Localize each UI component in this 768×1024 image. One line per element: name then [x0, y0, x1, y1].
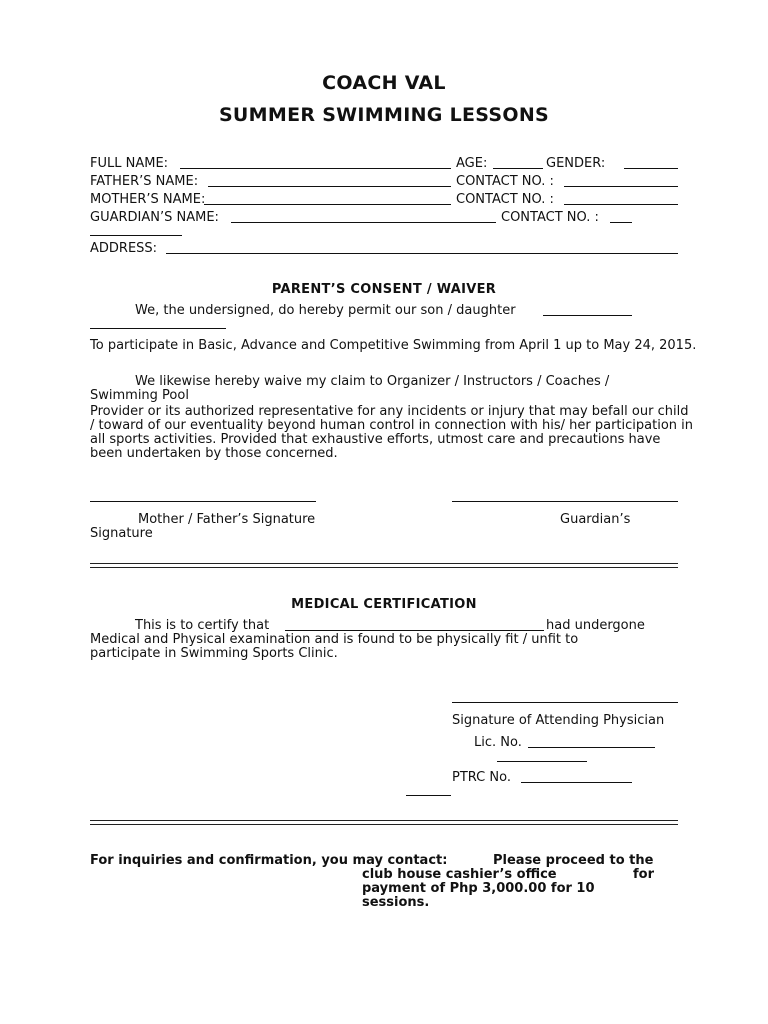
physician-signature-line[interactable]: [452, 702, 678, 703]
gender-label: GENDER:: [546, 156, 606, 171]
certify-text-b: had undergone: [546, 618, 645, 633]
section-divider-2: [90, 820, 678, 825]
certify-text-a: This is to certify that: [135, 618, 270, 633]
sessions-text: sessions.: [362, 895, 430, 910]
guardian-contact-field[interactable]: [610, 222, 632, 223]
gender-field[interactable]: [624, 168, 678, 169]
guardian-contact-label: CONTACT NO. :: [501, 210, 599, 225]
age-label: AGE:: [456, 156, 488, 171]
signature-word: Signature: [90, 526, 153, 541]
for-text: for: [633, 867, 654, 882]
document-subtitle: SUMMER SWIMMING LESSONS: [218, 104, 550, 126]
guardian-name-label: GUARDIAN’S NAME:: [90, 210, 219, 225]
address-label: ADDRESS:: [90, 241, 158, 256]
age-field[interactable]: [493, 168, 543, 169]
medical-heading: MEDICAL CERTIFICATION: [291, 597, 477, 612]
lic-no-label: Lic. No.: [474, 735, 522, 750]
guardian-signature-label: Guardian’s: [560, 512, 631, 527]
guardian-signature-line[interactable]: [452, 501, 678, 502]
father-name-label: FATHER’S NAME:: [90, 174, 199, 189]
address-field[interactable]: [166, 253, 678, 254]
mother-name-field[interactable]: [204, 204, 451, 205]
cashier-text: club house cashier’s office: [362, 867, 557, 882]
full-name-field[interactable]: [180, 168, 451, 169]
provider-text: Provider or its authorized representative for any incidents or injury that may befall our child / toward of our eventuality beyond human control in connection with his/ her participation in all sports activities. Provided that exhaustive efforts, utmost care and precautions have been undertaken by those concerned.: [90, 404, 694, 461]
mother-name-label: MOTHER’S NAME:: [90, 192, 206, 207]
proceed-text: Please proceed to the: [493, 853, 654, 868]
participate-text: To participate in Basic, Advance and Competitive Swimming from April 1 up to May 24, 2015.: [90, 338, 697, 353]
mother-contact-field[interactable]: [564, 204, 678, 205]
ptrc-no-label: PTRC No.: [452, 770, 511, 785]
lic-no-field-cont[interactable]: [497, 761, 587, 762]
ptrc-no-field-cont[interactable]: [406, 795, 451, 796]
payment-text: payment of Php 3,000.00 for 10: [362, 881, 595, 896]
lic-no-field[interactable]: [528, 747, 655, 748]
waive-text: We likewise hereby waive my claim to Organizer / Instructors / Coaches / Swimming Pool: [90, 374, 610, 403]
document-title: COACH VAL: [322, 72, 446, 94]
certified-name-field[interactable]: [285, 630, 544, 631]
parent-signature-label: Mother / Father’s Signature: [138, 512, 316, 527]
physician-signature-label: Signature of Attending Physician: [452, 713, 665, 728]
guardian-name-field[interactable]: [231, 222, 496, 223]
full-name-label: FULL NAME:: [90, 156, 169, 171]
certify-text-line2: Medical and Physical examination and is found to be physically fit / unfit to: [90, 632, 579, 647]
child-name-field[interactable]: [543, 315, 632, 316]
guardian-contact-field-cont[interactable]: [90, 235, 182, 236]
father-contact-field[interactable]: [564, 186, 678, 187]
father-name-field[interactable]: [208, 186, 451, 187]
ptrc-no-field[interactable]: [521, 782, 632, 783]
father-contact-label: CONTACT NO. :: [456, 174, 554, 189]
certify-text-line3: participate in Swimming Sports Clinic.: [90, 646, 338, 661]
inquiries-text: For inquiries and confirmation, you may contact:: [90, 853, 448, 868]
permit-text: We, the undersigned, do hereby permit our son / daughter: [135, 303, 516, 318]
child-name-field-cont[interactable]: [90, 328, 226, 329]
mother-contact-label: CONTACT NO. :: [456, 192, 554, 207]
parent-signature-line[interactable]: [90, 501, 316, 502]
consent-heading: PARENT’S CONSENT / WAIVER: [271, 282, 497, 297]
section-divider: [90, 563, 678, 568]
